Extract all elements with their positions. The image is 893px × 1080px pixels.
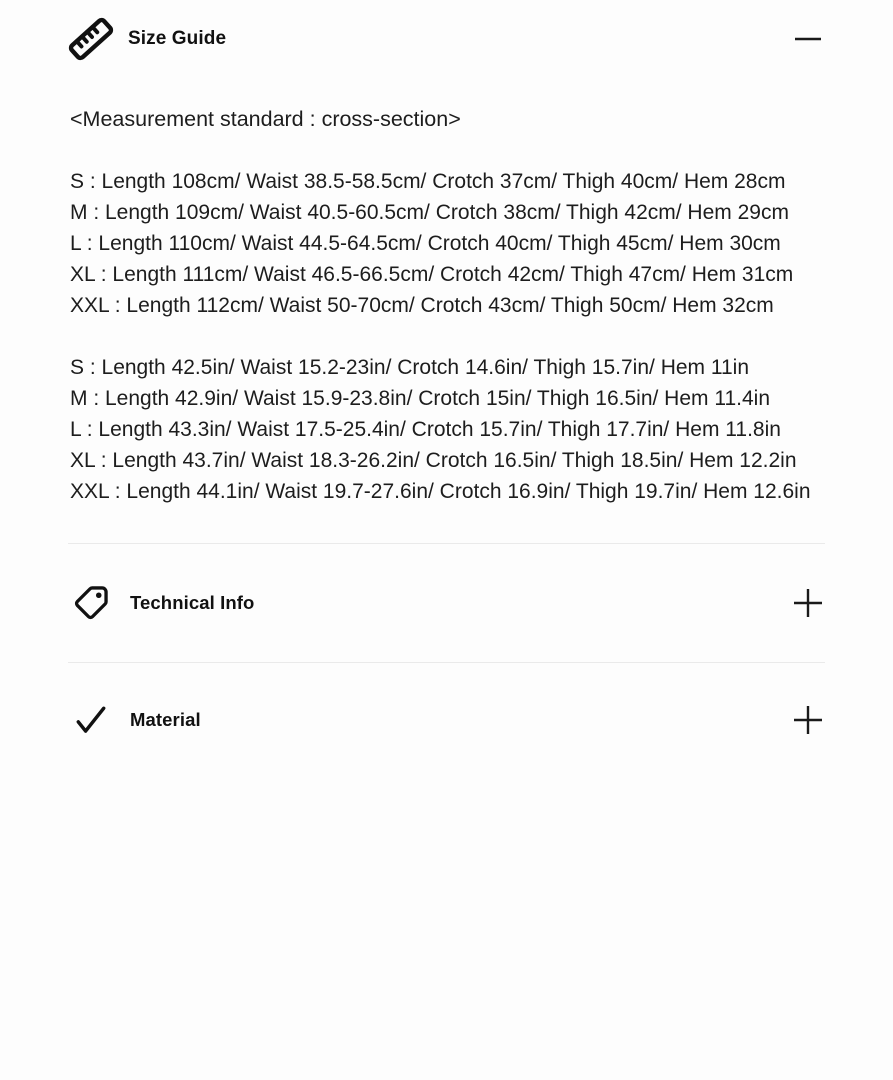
size-row-cm-m: M : Length 109cm/ Waist 40.5-60.5cm/ Crotch 38cm/ Thigh 42cm/ Hem 29cm	[70, 201, 789, 224]
size-row-in-xxl: XXL : Length 44.1in/ Waist 19.7-27.6in/ Crotch 16.9in/ Thigh 19.7in/ Hem 12.6in	[70, 480, 811, 503]
measurement-standard-note: <Measurement standard : cross-section>	[70, 107, 461, 131]
material-title: Material	[130, 709, 201, 730]
tag-icon	[72, 584, 110, 622]
size-row-cm-s: S : Length 108cm/ Waist 38.5-58.5cm/ Crotch 37cm/ Thigh 40cm/ Hem 28cm	[70, 170, 786, 193]
ruler-icon	[66, 14, 116, 64]
material-section	[70, 663, 823, 777]
material-header[interactable]	[70, 663, 823, 777]
size-guide-title: Size Guide	[128, 28, 227, 49]
size-table-cm	[70, 166, 823, 321]
size-row-cm-xxl: XXL : Length 112cm/ Waist 50-70cm/ Crotch 43cm/ Thigh 50cm/ Hem 32cm	[70, 294, 774, 317]
size-row-in-s: S : Length 42.5in/ Waist 15.2-23in/ Crotch 14.6in/ Thigh 15.7in/ Hem 11in	[70, 356, 750, 379]
technical-info-title: Technical Info	[130, 592, 255, 613]
size-row-cm-l: L : Length 110cm/ Waist 44.5-64.5cm/ Crotch 40cm/ Thigh 45cm/ Hem 30cm	[70, 232, 781, 255]
size-guide-content	[70, 104, 823, 543]
size-row-in-xl: XL : Length 43.7in/ Waist 18.3-26.2in/ Crotch 16.5in/ Thigh 18.5in/ Hem 12.2in	[70, 449, 797, 472]
size-row-in-m: M : Length 42.9in/ Waist 15.9-23.8in/ Crotch 15in/ Thigh 16.5in/ Hem 11.4in	[70, 387, 771, 410]
plus-icon[interactable]	[793, 588, 823, 618]
technical-info-section	[70, 544, 823, 662]
check-icon	[72, 701, 110, 739]
size-row-in-l: L : Length 43.3in/ Waist 17.5-25.4in/ Crotch 15.7in/ Thigh 17.7in/ Hem 11.8in	[70, 418, 781, 441]
technical-info-header[interactable]	[70, 544, 823, 662]
plus-icon[interactable]	[793, 705, 823, 735]
size-guide-section	[70, 0, 823, 543]
minus-icon[interactable]	[793, 24, 823, 54]
size-row-cm-xl: XL : Length 111cm/ Waist 46.5-66.5cm/ Crotch 42cm/ Thigh 47cm/ Hem 31cm	[70, 263, 794, 286]
size-guide-header[interactable]	[70, 0, 823, 68]
size-table-inch	[70, 352, 823, 507]
